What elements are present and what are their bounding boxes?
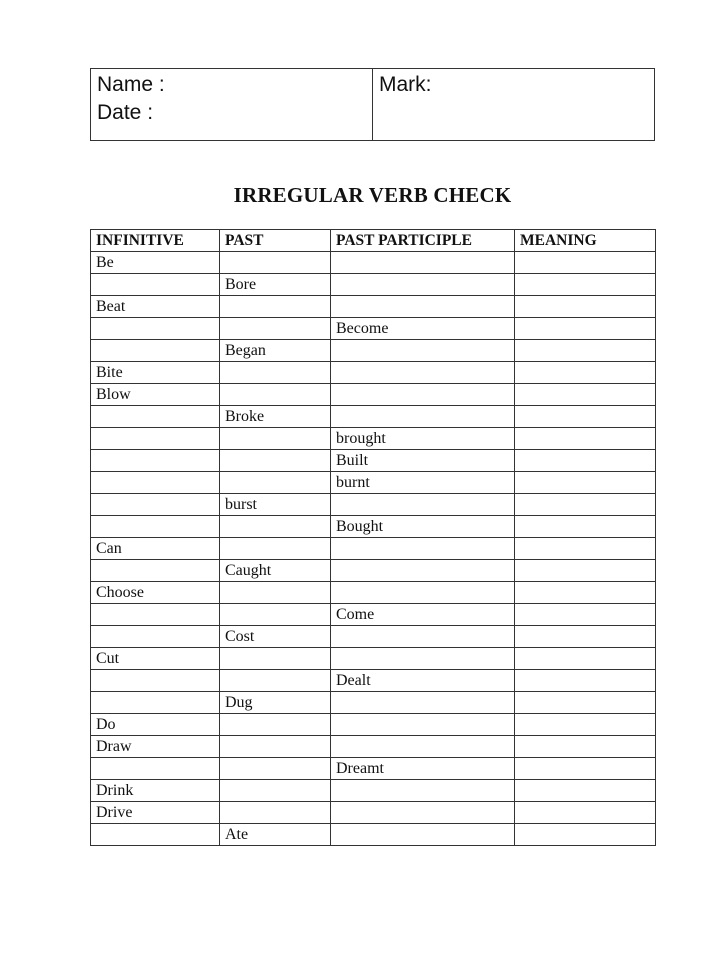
past-cell xyxy=(220,670,331,692)
past-cell xyxy=(220,582,331,604)
past-participle-cell xyxy=(331,494,515,516)
past-participle-cell xyxy=(331,780,515,802)
past-cell xyxy=(220,780,331,802)
table-row xyxy=(91,714,656,736)
table-row xyxy=(91,296,656,318)
meaning-cell xyxy=(515,736,656,758)
infinitive-cell xyxy=(91,318,220,340)
past-cell xyxy=(220,252,331,274)
meaning-cell xyxy=(515,362,656,384)
past-participle-cell: Built xyxy=(331,450,515,472)
past-cell xyxy=(220,516,331,538)
past-participle-cell xyxy=(331,648,515,670)
past-cell xyxy=(220,538,331,560)
past-cell: Broke xyxy=(220,406,331,428)
infinitive-cell xyxy=(91,494,220,516)
table-row xyxy=(91,824,656,846)
student-info-box xyxy=(90,68,655,141)
meaning-cell xyxy=(515,274,656,296)
past-participle-cell xyxy=(331,252,515,274)
past-cell xyxy=(220,296,331,318)
past-cell xyxy=(220,384,331,406)
past-participle-cell xyxy=(331,296,515,318)
past-participle-cell xyxy=(331,582,515,604)
past-cell xyxy=(220,604,331,626)
infinitive-cell: Drink xyxy=(91,780,220,802)
past-participle-cell xyxy=(331,406,515,428)
meaning-cell xyxy=(515,428,656,450)
column-header-past-participle: PAST PARTICIPLE xyxy=(331,230,515,252)
table-header-row xyxy=(91,230,656,252)
past-participle-cell: burnt xyxy=(331,472,515,494)
meaning-cell xyxy=(515,494,656,516)
meaning-cell xyxy=(515,824,656,846)
meaning-cell xyxy=(515,560,656,582)
infinitive-cell xyxy=(91,450,220,472)
infinitive-cell xyxy=(91,692,220,714)
meaning-cell xyxy=(515,714,656,736)
past-participle-cell: Dreamt xyxy=(331,758,515,780)
infinitive-cell: Can xyxy=(91,538,220,560)
meaning-cell xyxy=(515,252,656,274)
table-row xyxy=(91,362,656,384)
infinitive-cell: Be xyxy=(91,252,220,274)
past-cell xyxy=(220,736,331,758)
infinitive-cell xyxy=(91,824,220,846)
past-participle-cell xyxy=(331,538,515,560)
past-cell xyxy=(220,472,331,494)
table-row xyxy=(91,450,656,472)
past-cell: Caught xyxy=(220,560,331,582)
past-participle-cell xyxy=(331,340,515,362)
past-cell: Bore xyxy=(220,274,331,296)
past-participle-cell xyxy=(331,274,515,296)
meaning-cell xyxy=(515,648,656,670)
meaning-cell xyxy=(515,604,656,626)
meaning-cell xyxy=(515,472,656,494)
meaning-cell xyxy=(515,802,656,824)
infinitive-cell: Cut xyxy=(91,648,220,670)
meaning-cell xyxy=(515,450,656,472)
past-participle-cell: Bought xyxy=(331,516,515,538)
past-participle-cell xyxy=(331,736,515,758)
meaning-cell xyxy=(515,582,656,604)
past-participle-cell xyxy=(331,560,515,582)
name-date-cell xyxy=(91,69,373,140)
date-label: Date : xyxy=(97,101,154,124)
past-cell: Dug xyxy=(220,692,331,714)
past-participle-cell xyxy=(331,362,515,384)
infinitive-cell xyxy=(91,340,220,362)
infinitive-cell xyxy=(91,406,220,428)
meaning-cell xyxy=(515,296,656,318)
table-row xyxy=(91,560,656,582)
past-participle-cell: Become xyxy=(331,318,515,340)
infinitive-cell xyxy=(91,560,220,582)
table-row xyxy=(91,538,656,560)
infinitive-cell: Bite xyxy=(91,362,220,384)
table-row xyxy=(91,516,656,538)
past-participle-cell xyxy=(331,714,515,736)
table-row xyxy=(91,406,656,428)
meaning-cell xyxy=(515,406,656,428)
table-row xyxy=(91,494,656,516)
infinitive-cell xyxy=(91,428,220,450)
meaning-cell xyxy=(515,340,656,362)
table-row xyxy=(91,582,656,604)
past-cell xyxy=(220,428,331,450)
meaning-cell xyxy=(515,318,656,340)
past-cell: Cost xyxy=(220,626,331,648)
column-header-infinitive: INFINITIVE xyxy=(91,230,220,252)
meaning-cell xyxy=(515,780,656,802)
table-row xyxy=(91,472,656,494)
infinitive-cell xyxy=(91,670,220,692)
table-row xyxy=(91,780,656,802)
infinitive-cell: Draw xyxy=(91,736,220,758)
page-title: IRREGULAR VERB CHECK xyxy=(233,183,512,207)
infinitive-cell: Do xyxy=(91,714,220,736)
past-participle-cell: Come xyxy=(331,604,515,626)
table-row xyxy=(91,626,656,648)
table-row xyxy=(91,428,656,450)
mark-cell xyxy=(373,69,654,140)
table-row xyxy=(91,384,656,406)
past-participle-cell: Dealt xyxy=(331,670,515,692)
infinitive-cell: Choose xyxy=(91,582,220,604)
table-row xyxy=(91,648,656,670)
infinitive-cell: Blow xyxy=(91,384,220,406)
table-row xyxy=(91,340,656,362)
past-cell: Ate xyxy=(220,824,331,846)
name-label: Name : xyxy=(97,73,165,96)
past-participle-cell xyxy=(331,824,515,846)
meaning-cell xyxy=(515,384,656,406)
meaning-cell xyxy=(515,538,656,560)
column-header-past: PAST xyxy=(220,230,331,252)
past-cell xyxy=(220,362,331,384)
past-cell xyxy=(220,802,331,824)
table-row xyxy=(91,758,656,780)
infinitive-cell xyxy=(91,758,220,780)
past-cell xyxy=(220,648,331,670)
meaning-cell xyxy=(515,516,656,538)
meaning-cell xyxy=(515,758,656,780)
verb-table xyxy=(90,229,656,846)
past-cell xyxy=(220,450,331,472)
infinitive-cell xyxy=(91,472,220,494)
table-row xyxy=(91,252,656,274)
table-row xyxy=(91,274,656,296)
meaning-cell xyxy=(515,670,656,692)
infinitive-cell xyxy=(91,516,220,538)
meaning-cell xyxy=(515,692,656,714)
meaning-cell xyxy=(515,626,656,648)
table-row xyxy=(91,802,656,824)
past-cell xyxy=(220,318,331,340)
infinitive-cell: Beat xyxy=(91,296,220,318)
infinitive-cell xyxy=(91,274,220,296)
table-row xyxy=(91,736,656,758)
infinitive-cell xyxy=(91,626,220,648)
past-cell xyxy=(220,758,331,780)
infinitive-cell: Drive xyxy=(91,802,220,824)
past-cell xyxy=(220,714,331,736)
column-header-meaning: MEANING xyxy=(515,230,656,252)
mark-label: Mark: xyxy=(379,73,432,96)
past-participle-cell xyxy=(331,802,515,824)
past-participle-cell xyxy=(331,626,515,648)
table-row xyxy=(91,692,656,714)
past-participle-cell xyxy=(331,692,515,714)
past-participle-cell: brought xyxy=(331,428,515,450)
table-row xyxy=(91,604,656,626)
past-cell: burst xyxy=(220,494,331,516)
infinitive-cell xyxy=(91,604,220,626)
past-participle-cell xyxy=(331,384,515,406)
table-row xyxy=(91,670,656,692)
table-row xyxy=(91,318,656,340)
past-cell: Began xyxy=(220,340,331,362)
